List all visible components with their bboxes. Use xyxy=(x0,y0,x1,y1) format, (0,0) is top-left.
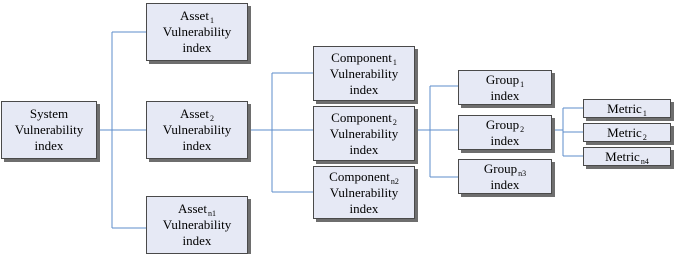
group-1-node: Group$_1$ index xyxy=(458,70,552,105)
asset-n1-node: Asset$_{n1}$ Vulnerability index xyxy=(146,196,248,254)
group-2-node: Group$_2$ index xyxy=(458,115,552,150)
component-n2-node: Component$_{n2}$ Vulnerability index xyxy=(313,166,415,219)
component-1-node: Component$_1$ Vulnerability index xyxy=(313,46,415,101)
system-vulnerability-index-node: System Vulnerability index xyxy=(1,101,97,159)
group-n3-node: Group$_{n3}$ index xyxy=(458,159,552,194)
asset-1-node: Asset$_1$ Vulnerability index xyxy=(146,3,248,61)
component-2-node: Component$_2$ Vulnerability index xyxy=(313,106,415,161)
asset-2-node: Asset$_2$ Vulnerability index xyxy=(146,101,248,159)
metric-2-node: Metric$_2$ xyxy=(583,123,671,142)
metric-n4-node: Metric$_{n4}$ xyxy=(583,147,671,166)
metric-1-node: Metric$_1$ xyxy=(583,99,671,118)
